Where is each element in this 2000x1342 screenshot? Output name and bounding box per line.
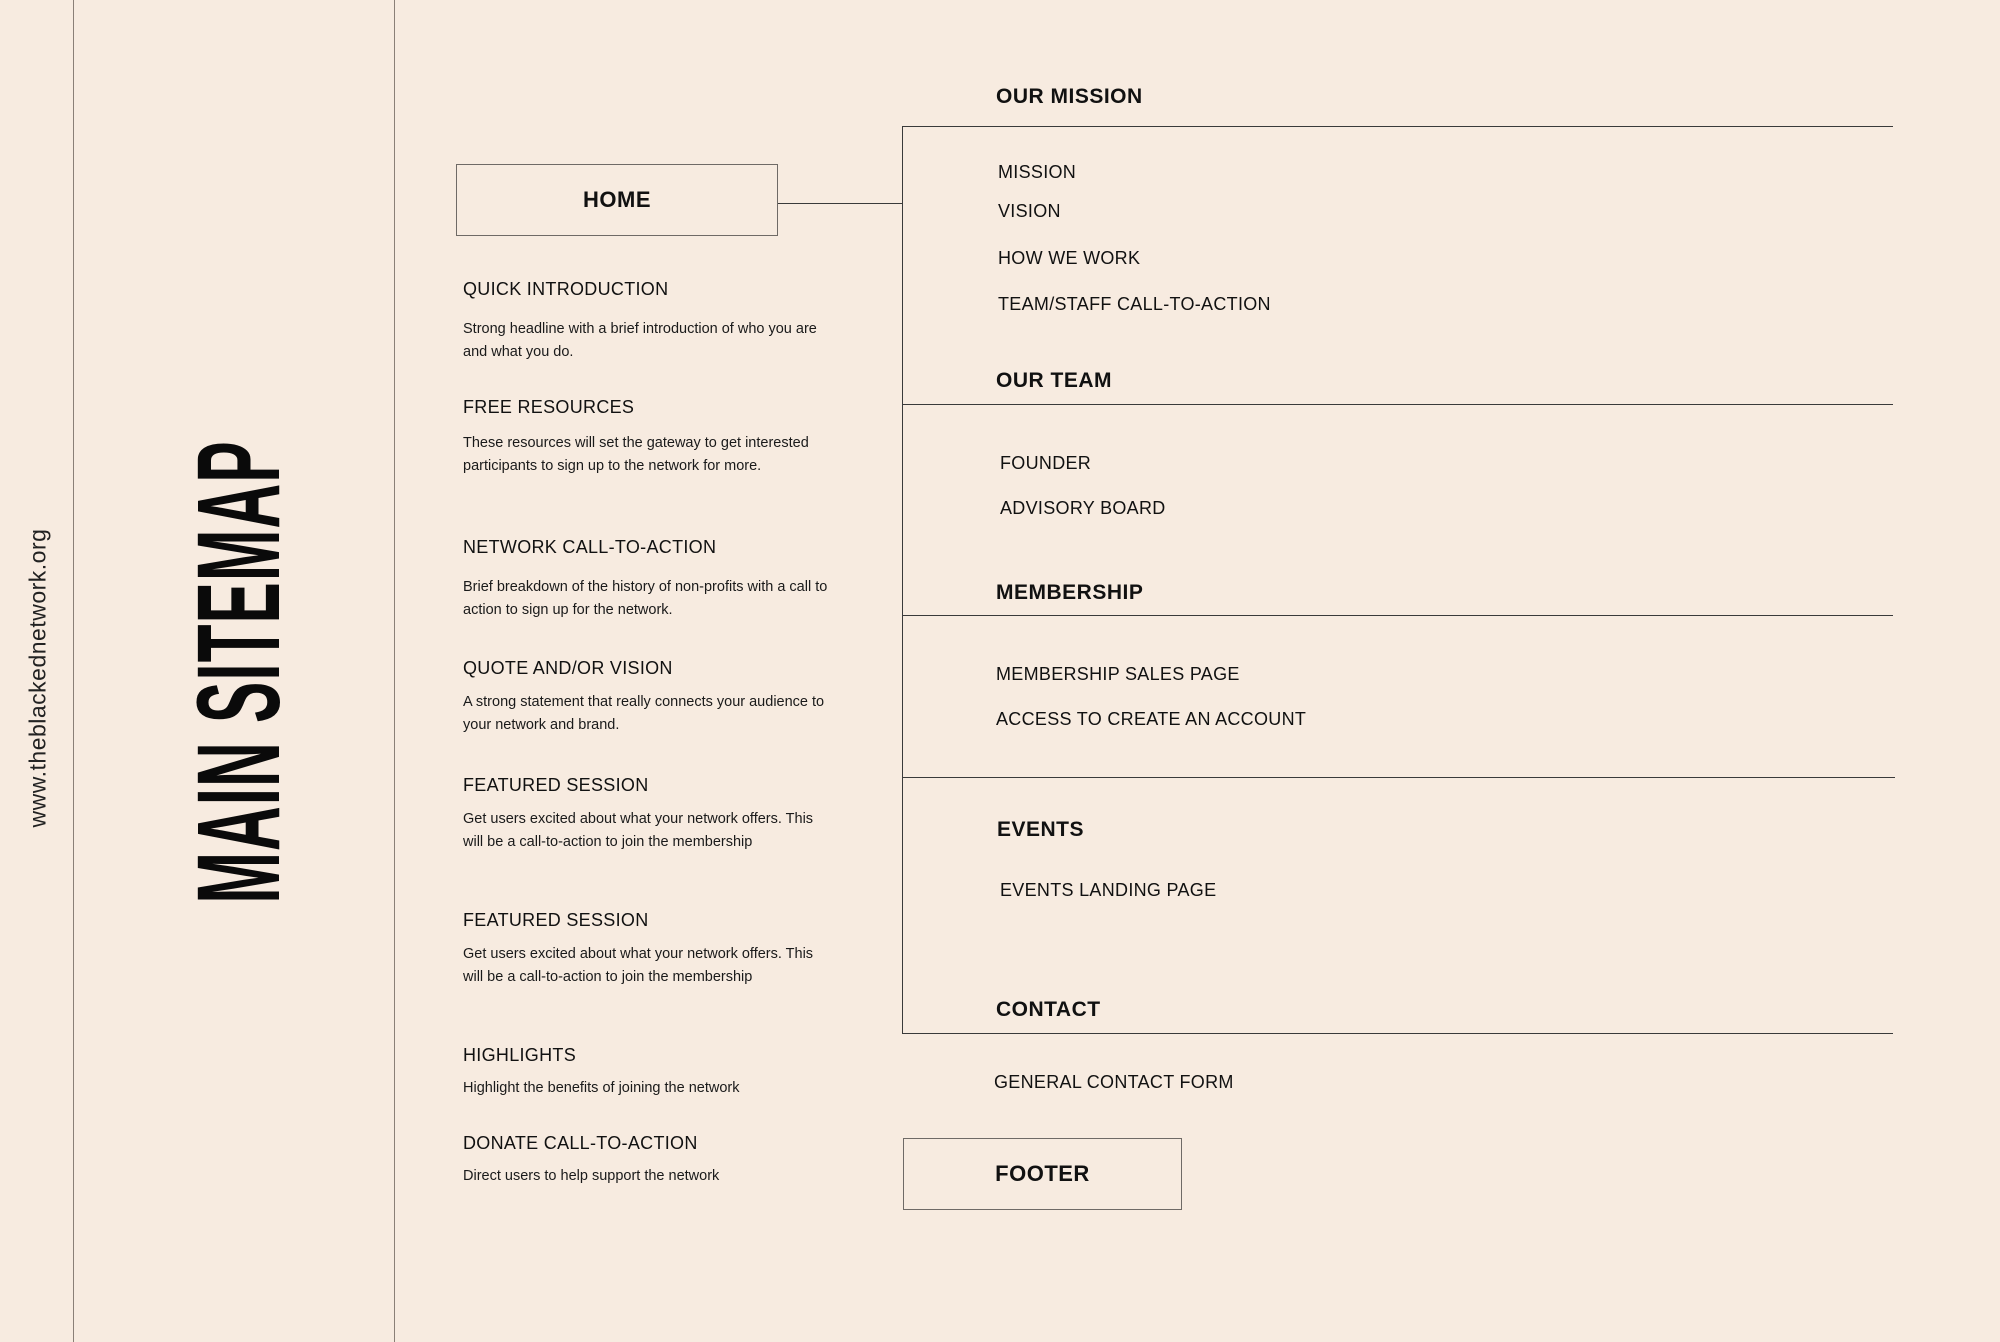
subpage-item[interactable]: MEMBERSHIP SALES PAGE [996, 664, 1240, 684]
subpage-item[interactable]: VISION [998, 201, 1061, 221]
home-section-description: A strong statement that really connects your audience to your network and brand. [463, 694, 825, 733]
page-node-membership[interactable]: MEMBERSHIP [996, 581, 1144, 604]
subpage-item[interactable]: GENERAL CONTACT FORM [994, 1072, 1234, 1092]
page-title: MAIN SITEMAP [174, 440, 306, 904]
home-section-heading: QUICK INTRODUCTION [463, 279, 669, 299]
subpage-item[interactable]: MISSION [998, 162, 1077, 182]
section-divider [902, 615, 1893, 616]
sitemap-trunk-line [902, 126, 903, 1034]
subpage-item[interactable]: EVENTS LANDING PAGE [1000, 880, 1217, 900]
section-divider [902, 126, 1893, 127]
left-margin-divider [73, 0, 74, 1342]
section-divider [902, 404, 1893, 405]
page-node-our-team[interactable]: OUR TEAM [996, 369, 1112, 392]
home-section-description: Get users excited about what your network offers. This will be a call-to-action to join the membership [463, 811, 814, 850]
home-label: HOME [583, 187, 651, 212]
subpage-item[interactable]: HOW WE WORK [998, 248, 1141, 268]
home-section-heading: FEATURED SESSION [463, 775, 649, 795]
home-section-description: Strong headline with a brief introduction of who you are and what you do. [463, 321, 817, 360]
home-node[interactable] [456, 164, 778, 236]
home-section-description: These resources will set the gateway to get interested participants to sign up to the network for more. [463, 435, 809, 474]
footer-node[interactable] [903, 1138, 1182, 1210]
page-node-contact[interactable]: CONTACT [996, 998, 1101, 1021]
home-section-heading: QUOTE AND/OR VISION [463, 658, 673, 678]
page-node-our-mission[interactable]: OUR MISSION [996, 85, 1143, 108]
subpage-item[interactable]: ADVISORY BOARD [1000, 498, 1166, 518]
subpage-item[interactable]: TEAM/STAFF CALL-TO-ACTION [998, 294, 1271, 314]
home-section-description: Brief breakdown of the history of non-profits with a call to action to sign up for the network. [463, 579, 828, 618]
page-node-events[interactable]: EVENTS [997, 818, 1085, 841]
home-section-heading: DONATE CALL-TO-ACTION [463, 1133, 698, 1153]
website-url: www.theblackednetwork.org [24, 528, 51, 828]
home-section-description: Get users excited about what your network offers. This will be a call-to-action to join the membership [463, 946, 814, 985]
home-section-heading: FREE RESOURCES [463, 397, 635, 417]
home-section-heading: FEATURED SESSION [463, 910, 649, 930]
home-connector-line [778, 203, 902, 204]
title-column-divider [394, 0, 395, 1342]
subpage-item[interactable]: FOUNDER [1000, 453, 1092, 473]
home-section-heading: HIGHLIGHTS [463, 1045, 577, 1065]
subpage-item[interactable]: ACCESS TO CREATE AN ACCOUNT [996, 709, 1307, 729]
home-section-description: Direct users to help support the network [463, 1168, 720, 1184]
home-section-description: Highlight the benefits of joining the network [463, 1080, 740, 1096]
section-divider [902, 1033, 1893, 1034]
footer-label: FOOTER [995, 1161, 1090, 1186]
home-section-heading: NETWORK CALL-TO-ACTION [463, 537, 717, 557]
section-divider [902, 777, 1895, 778]
